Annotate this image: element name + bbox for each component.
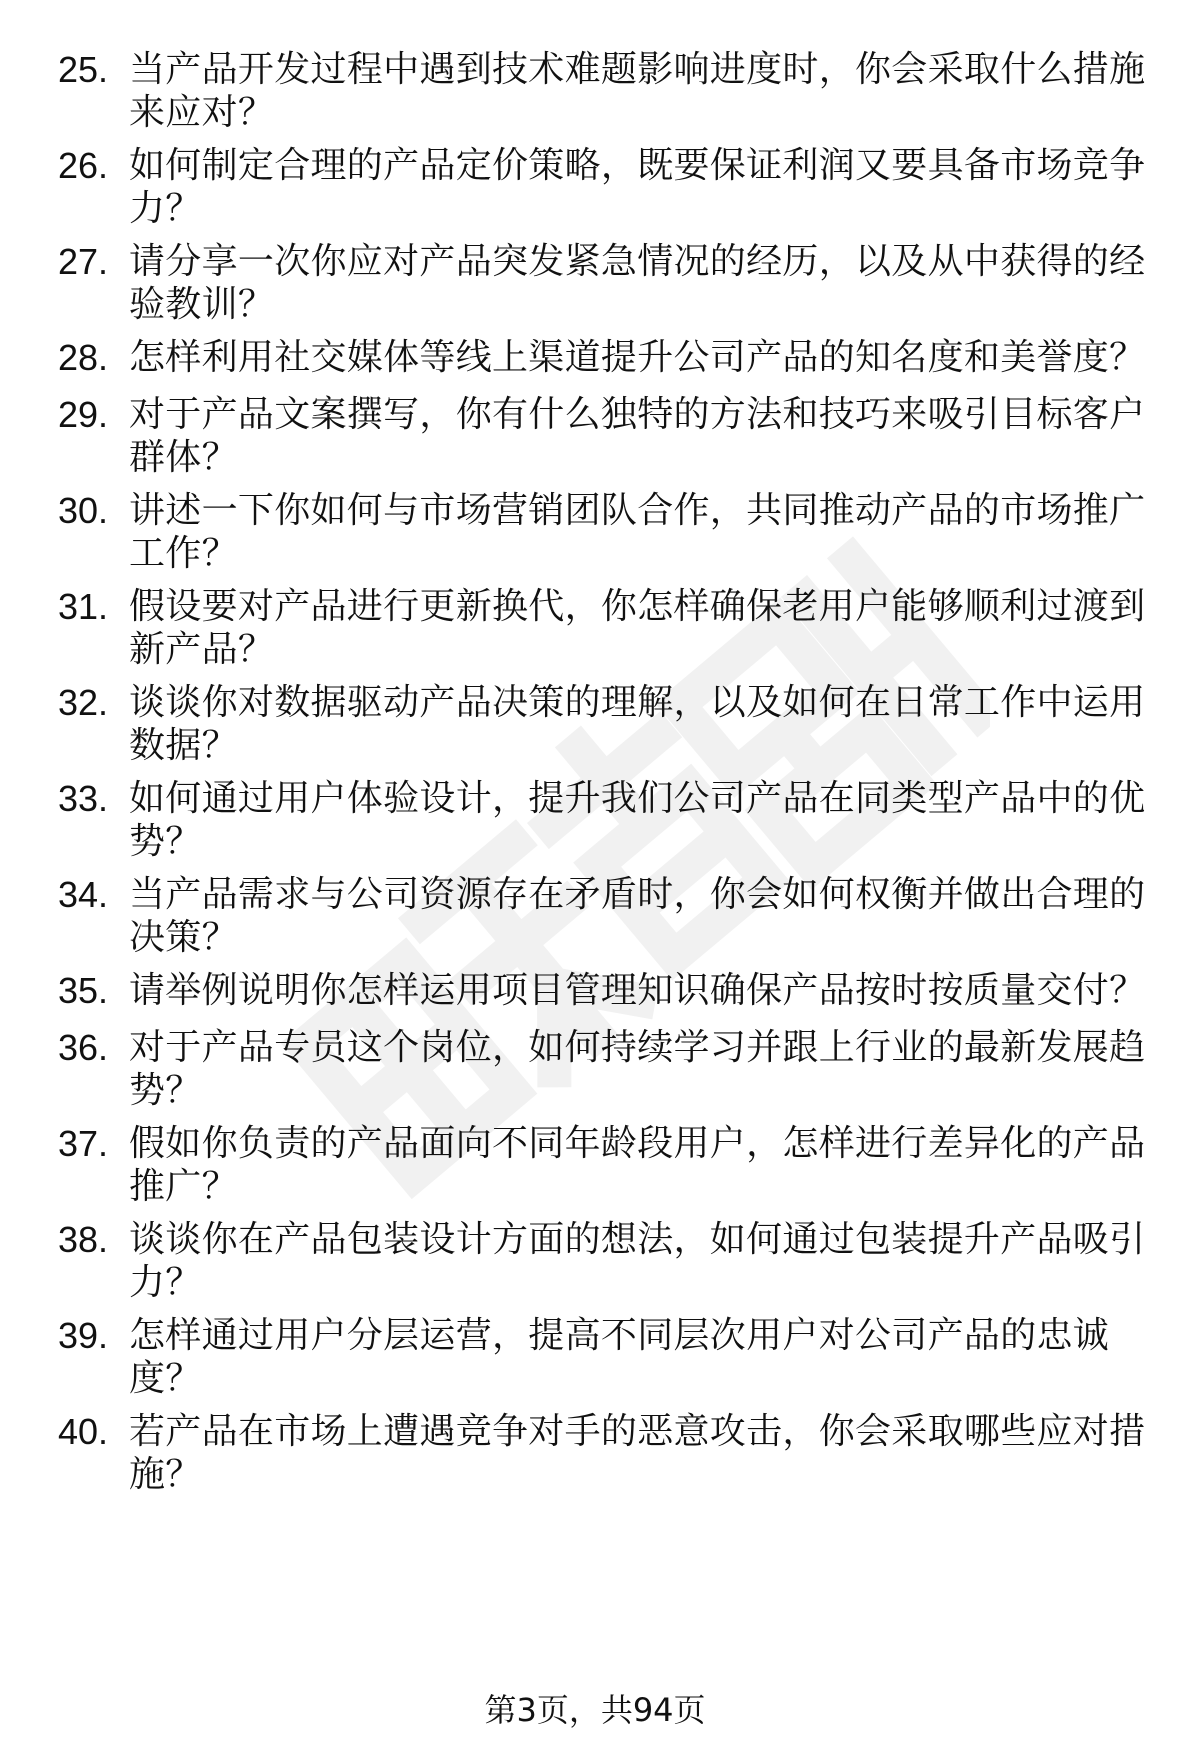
question-text: 请分享一次你应对产品突发紧急情况的经历，以及从中获得的经验教训？ xyxy=(129,241,1146,325)
question-number: 32. xyxy=(58,682,109,723)
question-number: 33. xyxy=(58,778,109,819)
question-number: 40. xyxy=(58,1411,109,1452)
question-text: 如何制定合理的产品定价策略，既要保证利润又要具备市场竞争力？ xyxy=(129,145,1146,229)
question-number: 35. xyxy=(58,970,109,1011)
question-number: 27. xyxy=(58,241,109,282)
question-number: 39. xyxy=(58,1315,109,1356)
question-text: 谈谈你在产品包装设计方面的想法，如何通过包装提升产品吸引力？ xyxy=(129,1219,1146,1303)
question-number: 37. xyxy=(58,1123,109,1164)
question-text: 假设要对产品进行更新换代，你怎样确保老用户能够顺利过渡到新产品？ xyxy=(129,586,1146,670)
question-text: 当产品需求与公司资源存在矛盾时，你会如何权衡并做出合理的决策？ xyxy=(129,874,1146,958)
question-text: 如何通过用户体验设计，提升我们公司产品在同类型产品中的优势？ xyxy=(129,778,1146,862)
question-text: 对于产品专员这个岗位，如何持续学习并跟上行业的最新发展趋势？ xyxy=(129,1027,1146,1111)
question-text: 讲述一下你如何与市场营销团队合作，共同推动产品的市场推广工作？ xyxy=(129,490,1146,574)
question-text: 若产品在市场上遭遇竞争对手的恶意攻击，你会采取哪些应对措施？ xyxy=(129,1411,1146,1495)
question-number: 31. xyxy=(58,586,109,627)
question-number: 29. xyxy=(58,394,109,435)
question-text: 谈谈你对数据驱动产品决策的理解，以及如何在日常工作中运用数据？ xyxy=(129,682,1146,766)
question-text: 怎样通过用户分层运营，提高不同层次用户对公司产品的忠诚度？ xyxy=(129,1315,1110,1399)
question-text: 当产品开发过程中遇到技术难题影响进度时，你会采取什么措施来应对？ xyxy=(129,49,1146,133)
question-text: 对于产品文案撰写，你有什么独特的方法和技巧来吸引目标客户群体？ xyxy=(129,394,1146,478)
question-number: 30. xyxy=(58,490,109,531)
question-number: 26. xyxy=(58,145,109,186)
page-number-label: 第3页，共94页 xyxy=(484,1691,706,1729)
question-number: 28. xyxy=(58,337,109,378)
question-number: 36. xyxy=(58,1027,109,1068)
question-number: 38. xyxy=(58,1219,109,1260)
page-footer xyxy=(0,1690,1190,1730)
question-number: 34. xyxy=(58,874,109,915)
question-text: 假如你负责的产品面向不同年龄段用户，怎样进行差异化的产品推广？ xyxy=(129,1123,1146,1207)
question-text: 怎样利用社交媒体等线上渠道提升公司产品的知名度和美誉度？ xyxy=(129,337,1146,378)
question-number: 25. xyxy=(58,49,109,90)
question-text: 请举例说明你怎样运用项目管理知识确保产品按时按质量交付？ xyxy=(129,970,1146,1011)
